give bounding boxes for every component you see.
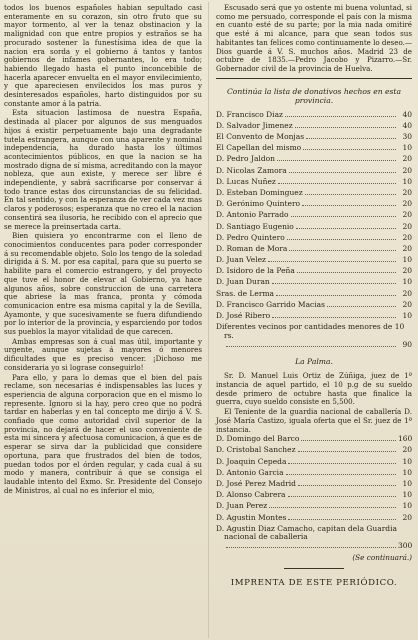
list-item: Sras. de Lerma 20 [216,288,412,298]
body-paragraph: El Teniente de la guardia nacional de caballería D. José María Castizo, iguala oferta que el Sr. juez de 1ª instancia. [216,407,412,434]
body-paragraph: Para ello, y para lo demas que el bien del país reclame, son necesarias é indispensables las luces y esperiencia de alguna corporacion que en el mismo lo represente. Ignoro si la hay, pero creo que no podrá tardar en haberlas y en tal concepto me dirijo á V. S. confiado que como autoridad civil superior de la provincia, no dejará de hacer el uso conveniente de esta mi sincera y afectuosa comunicacion, á que es de esperar se sirva dar la publicidad que considere oportuna, para que frustrados del bien de todos, puedan todos por el órden regular, y cada cual á su modo y manera, contribuir á que se consiga el laudable intento del Exmo. Sr. Presidente del Consejo de Ministros, al cual no es inferior el mio, [4,372,202,495]
body-paragraph: Sr. D. Manuel Luis Ortiz de Zúñiga, juez de 1ª instancia de aquel partido, el 10 p.g de su sueldo desde primero de octubre hasta que finalice la guerra, cuyo sueldo consiste en 5,500. [216,371,412,407]
list-item: D. Gerónimo Quintero 20 [216,199,412,209]
list-item: D. Juan Velez 10 [216,255,412,265]
right-column [216,4,412,588]
list-item: D. Isidoro de la Peña 20 [216,266,412,276]
list-item: D. Agustin Diaz Camacho, capitan dela Guardia nacional de caballeria 300 [216,523,413,551]
list-item: D. Salvador Jimenez 40 [216,120,412,130]
body-paragraph: todos los buenos españoles habian sepultado casi enteramente en su corazon, sin otro fruto que su mayor tormento, al ver la tenaz obstinacion y la malignidad con que entre propios y estraños se ha procurado sostener la funestísima idea de que la nacion era sorda y el gobierno á tantos y tantos gobiernos de infames gobernantes, lo era todo; habiendo llegado hasta el punto inconcebible de hacerla aparecer envuelta en el mayor envilecimiento, y que apareciesen envilecidos los mas puros y desinteresados españoles, harto distinguidos por su constante amor á la patria. [4,3,202,108]
list-item: D. José Perez Madrid 10 [216,478,412,488]
list-item: D. Domingo del Barco 160 [216,434,413,444]
list-item: D. Pedro Quintero 20 [216,232,412,242]
list-item: D. Nicolas Zamora 20 [216,165,412,175]
column-divider [208,2,209,638]
list-item: D. Joaquin Cepeda 10 [216,456,412,466]
list-item: D. Esteban Dominguez 20 [216,187,412,197]
section-heading-la-palma: La Palma. [295,357,333,367]
list-item: D. Roman de Mora 20 [216,243,412,253]
palma-donations-list [216,435,412,551]
list-item: D. Pedro Jaldon 20 [216,154,412,164]
list-item: D. Antonio Parrado 20 [216,210,412,220]
list-item: D. Francisco Diaz 40 [216,109,412,119]
list-item: El Capellan del mismo 10 [216,143,412,153]
list-item: El Convento de Monjas 30 [216,132,412,141]
list-item: D. Cristobal Sanchez 20 [216,445,412,455]
list-item: D. Agustin Montes 20 [216,512,412,522]
section-divider [216,78,412,79]
body-paragraph: Ambas empresas son á cual mas útil, importante y urgente, aunque sujetas á mayores ó menores dificultades que es preciso vencer. ¡Dichoso me consideraria yo si lograse conseguirlo! [4,336,202,372]
body-paragraph: Bien quisiera yo encontrarme con el lleno de conocimientos conducentes para poder corresponder á su recomendable objeto. Solo los tengo de la soledad dirigida á S. M. por esa capital, para que su puerto se habilite para el comercio estrangero, y del proyecto que tuve el honor de elevar al Gobierno, ya hace algunos años, sobre construccion de una carretera que abriese la mas franca, pronta y cómoda comunicacion entre esa misma capital y la de Sevilla, Ayamonte, y que sucesivamente se fuera difundiendo por lo interior de la provincia, y esparciendo por todos sus pueblos la mayor vitalidad de que carecen. [4,231,202,337]
list-item: Diferentes vecinos por cantidades menores de 10 rs. 90 [216,322,412,349]
list-item: D. Francisco Garrido Macias 20 [216,299,412,309]
list-item: D. Antonio Garcia 10 [216,467,412,477]
donations-heading: Continúa la lista de donativos hechos en esta provincia. [226,86,402,105]
list-item: D. Juan Duran 10 [216,277,412,287]
imprint-line: IMPRENTA DE ESTE PERIÓDICO. [230,577,398,588]
list-item: D. Juan Perez 10 [216,501,412,511]
left-column [4,4,202,496]
list-item: D. Lucas Nuñez 10 [216,176,412,186]
body-paragraph: Esta situacion lastimosa de nuestra España, destinada al placer por algunos de sus menguados hijos á existir perpetuamente bajo una degradante tutela estrangera, aunque con una aparente y nominal independencia, ha durado hasta los últimos acontecimientos públicos, en que la nacion se ha mostrado digna de sí misma, acreditando con la mayor nobleza, que aun existe, y merece ser libre é independiente, y sabrá sacrificarse por conservar á todo trance estas dos circunstancias de su felicidad. En tal sentido, y con la esperanza de ver cada vez mas claros y poderosos; esperanza que no creo el la nacion consentirá sea ilusoria, he recibido con el aprecio que se merece la preinsertada carta. [4,108,202,231]
closing-paragraph: Escusado será que yo ostente mi buena voluntad, si como me persuado, corresponde el país con la misma en cuanto esté de su parte; por la mia nada omitiré que esté á mi alcance, para que sean todos sus habitantes tan felices como continuamente lo deseo.—Dios guarde á V. S. muchos años. Madrid 23 de octubre de 1835.—Pedro Jacobo y Pizarro.—Sr. Gobernador civil de la provincia de Huelva. [216,3,412,73]
list-item: D. José Ribero 10 [216,311,412,320]
continued-note: (Se continuará.) [352,552,412,562]
list-item: D. Santiago Eugenio 20 [216,221,412,231]
section-divider [284,568,344,569]
list-item: D. Alonso Cabrera 10 [216,490,412,500]
donations-list [216,111,412,350]
